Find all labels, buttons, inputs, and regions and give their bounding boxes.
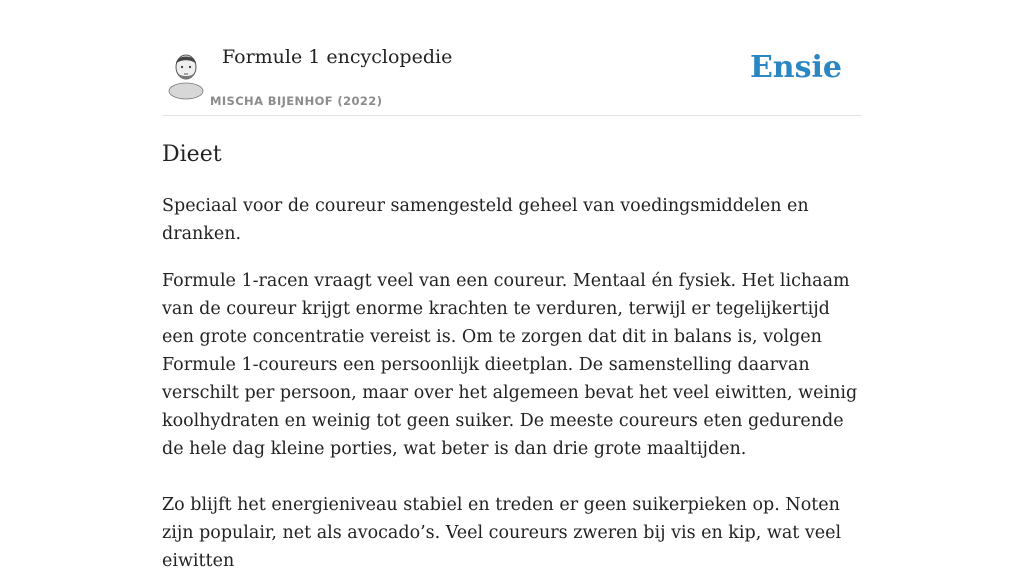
article xyxy=(162,140,862,575)
author-name: MISCHA BIJENHOF (2022) xyxy=(210,94,383,108)
author-avatar xyxy=(166,48,206,94)
entry-paragraph: Formule 1-racen vraagt veel van een coureur. Mentaal én fysiek. Het lichaam van de coureur krijgt enorme krachten te verduren, terwijl er tegelijkertijd een grote concentratie vereist is. Om te zorgen dat dit in balans is, volgen Formule 1-coureurs een persoonlijk dieetplan. De samenstelling daarvan verschilt per persoon, maar over het algemeen bevat het veel eiwitten, weinig koolhydraten en weinig tot geen suiker. De meeste coureurs eten gedurende de hele dag kleine porties, wat beter is dan drie grote maaltijden. xyxy=(162,271,858,459)
book-title[interactable]: Formule 1 encyclopedie xyxy=(222,46,453,68)
entry-paragraph: Zo blijft het energieniveau stabiel en treden er geen suikerpieken op. Noten zijn populair, net als avocado’s. Veel coureurs zweren bij vis en kip, wat veel eiwitten xyxy=(162,495,842,571)
header xyxy=(162,30,862,116)
entry-definition: Speciaal voor de coureur samengesteld geheel van voedingsmiddelen en dranken. xyxy=(162,196,809,244)
ensie-logo[interactable]: Ensie xyxy=(749,50,842,85)
entry-term: Dieet xyxy=(162,142,222,167)
